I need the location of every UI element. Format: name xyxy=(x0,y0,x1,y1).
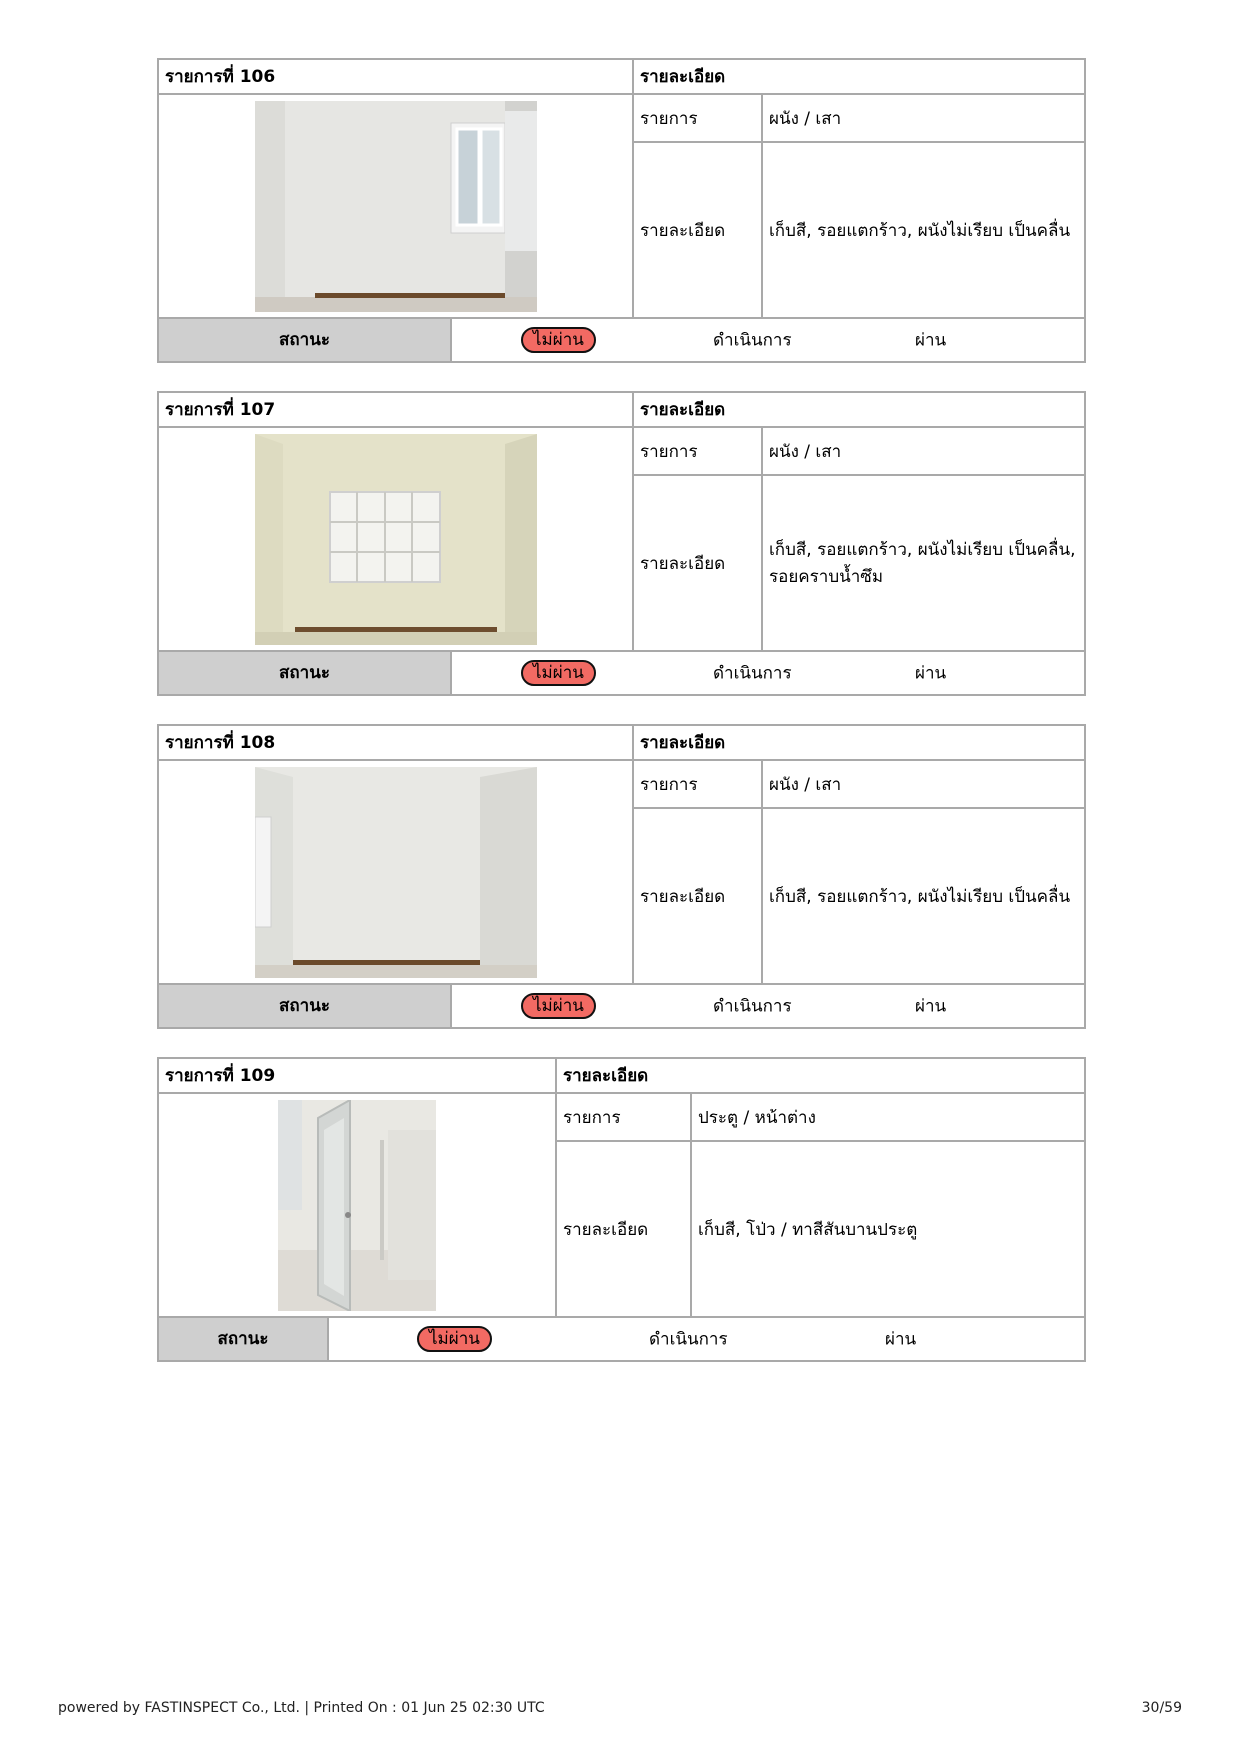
status-label: สถานะ xyxy=(159,652,452,694)
detail-key: รายละเอียด xyxy=(633,808,762,984)
label-value: ผนัง / เสา xyxy=(762,760,1085,808)
label-key: รายการ xyxy=(556,1093,691,1141)
label-key: รายการ xyxy=(633,427,762,475)
detail-key: รายละเอียด xyxy=(633,475,762,651)
detail-header: รายละเอียด xyxy=(633,59,1085,94)
label-key: รายการ xyxy=(633,760,762,808)
detail-value: เก็บสี, รอยแตกร้าว, ผนังไม่เรียบ เป็นคลื่น xyxy=(762,142,1085,318)
inspection-item-106 xyxy=(157,58,1086,363)
detail-header: รายละเอียด xyxy=(633,725,1085,760)
status-fail-badge[interactable]: ไม่ผ่าน xyxy=(521,660,596,686)
status-in-progress[interactable]: ดำเนินการ xyxy=(713,996,792,1017)
detail-value: เก็บสี, รอยแตกร้าว, ผนังไม่เรียบ เป็นคลื่น, รอยคราบน้ำซึม xyxy=(762,475,1085,651)
status-in-progress[interactable]: ดำเนินการ xyxy=(713,330,792,351)
photo-cell xyxy=(158,427,633,651)
status-label: สถานะ xyxy=(159,319,452,361)
item-title: รายการที่ 107 xyxy=(158,392,633,427)
photo-cell xyxy=(158,760,633,984)
status-label: สถานะ xyxy=(159,1318,329,1360)
status-pass[interactable]: ผ่าน xyxy=(915,663,947,684)
detail-value: เก็บสี, โป่ว / ทาสีสันบานประตู xyxy=(691,1141,1085,1317)
label-key: รายการ xyxy=(633,94,762,142)
detail-value: เก็บสี, รอยแตกร้าว, ผนังไม่เรียบ เป็นคลื่น xyxy=(762,808,1085,984)
detail-header: รายละเอียด xyxy=(633,392,1085,427)
door-photo[interactable] xyxy=(278,1100,436,1311)
status-label: สถานะ xyxy=(159,985,452,1027)
status-fail-badge[interactable]: ไม่ผ่าน xyxy=(417,1326,492,1352)
label-value: ผนัง / เสา xyxy=(762,94,1085,142)
item-title: รายการที่ 109 xyxy=(158,1058,556,1093)
status-in-progress[interactable]: ดำเนินการ xyxy=(713,663,792,684)
detail-key: รายละเอียด xyxy=(633,142,762,318)
photo-cell xyxy=(158,1093,556,1317)
inspection-item-109 xyxy=(157,1057,1086,1362)
room-photo[interactable] xyxy=(255,767,537,978)
item-title: รายการที่ 108 xyxy=(158,725,633,760)
status-in-progress[interactable]: ดำเนินการ xyxy=(649,1329,728,1350)
item-title: รายการที่ 106 xyxy=(158,59,633,94)
status-fail-badge[interactable]: ไม่ผ่าน xyxy=(521,993,596,1019)
label-value: ประตู / หน้าต่าง xyxy=(691,1093,1085,1141)
photo-cell xyxy=(158,94,633,318)
room-photo[interactable] xyxy=(255,101,537,312)
label-value: ผนัง / เสา xyxy=(762,427,1085,475)
status-pass[interactable]: ผ่าน xyxy=(915,330,947,351)
room-photo[interactable] xyxy=(255,434,537,645)
status-fail-badge[interactable]: ไม่ผ่าน xyxy=(521,327,596,353)
page-number: 30/59 xyxy=(1141,1700,1182,1716)
status-pass[interactable]: ผ่าน xyxy=(915,996,947,1017)
detail-key: รายละเอียด xyxy=(556,1141,691,1317)
inspection-item-107 xyxy=(157,391,1086,696)
footer-text: powered by FASTINSPECT Co., Ltd. | Printed On : 01 Jun 25 02:30 UTC xyxy=(58,1700,545,1716)
inspection-item-108 xyxy=(157,724,1086,1029)
status-pass[interactable]: ผ่าน xyxy=(885,1329,917,1350)
detail-header: รายละเอียด xyxy=(556,1058,1085,1093)
